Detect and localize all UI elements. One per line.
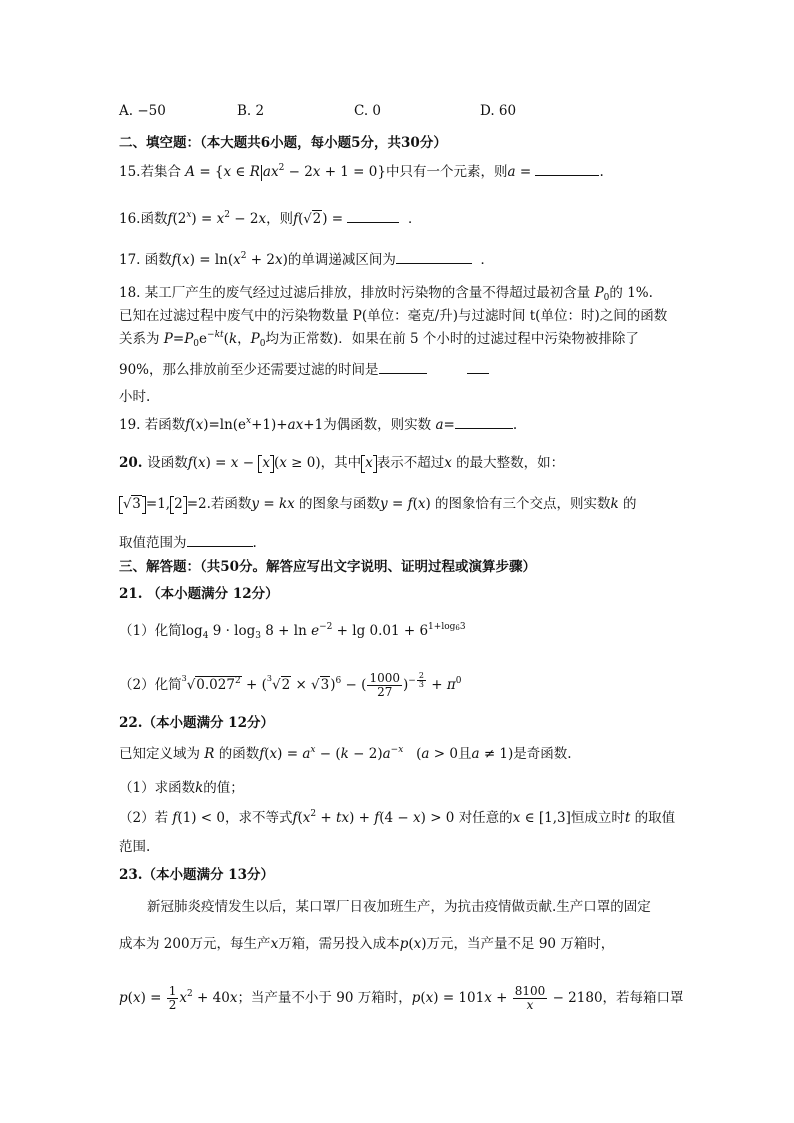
q20-number: 20. (119, 455, 143, 471)
q22-line1-mid: 的函数 (218, 746, 260, 762)
q17-blank[interactable] (396, 250, 472, 264)
q20-post3: 的最大整数，如： (456, 455, 565, 471)
q22-p1-end: 的值； (203, 780, 244, 796)
q22-p1-text: （1）求函数 (119, 780, 196, 796)
q18-number: 18. (119, 285, 141, 301)
question-20-line3 (119, 533, 257, 552)
q20-line2c: 的图象与函数 (299, 496, 381, 512)
q15-end: . (599, 164, 604, 180)
q22-p2-pre: （2）若 (119, 810, 169, 826)
section-fill-in-title: 二、填空题：（本大题共6小题，每小题5分，共30分） (119, 135, 447, 151)
question-23-line1: 新冠肺炎疫情发生以后，某口罩厂日夜加班生产，为抗击疫情做贡献.生产口罩的固定 (147, 899, 651, 915)
question-22-part2: （2）若 f(1) < 0，求不等式$f(x^2 + tx) + f(4 - x) > 0$ 对任意的x ∈ [1,3]恒成立时t 的取值 (119, 809, 676, 826)
question-21-part1: （1）化简$\log_4 9 \cdot \log_3 8 + \ln e^{-2} + \lg 0.01 + 6^{1+log_63}$ (119, 622, 466, 641)
q19-number: 19. (119, 417, 141, 433)
q20-post2: 表示不超过 (376, 455, 445, 471)
q20-blank[interactable] (187, 533, 253, 547)
q23-line3-post: ，若每箱口罩 (602, 990, 684, 1006)
q22-line1-pre: 已知定义域为 (119, 746, 200, 762)
q21-p1-label: （1）化简 (119, 623, 182, 639)
q16-number: 16. (119, 211, 141, 227)
q20-line2b: =2.若函数 (186, 496, 252, 512)
q18-line3-pre: 关系为 (119, 331, 160, 347)
question-23-line2: 成本为 200万元，每生产x万箱，需另投入成本p(x)万元，当产量不足 90 万箱时， (119, 936, 615, 952)
q16-pre: 函数 (140, 211, 168, 227)
question-23-line3: p(x) = $\frac{1}{2}$ $x^2 + 40x$；当产量不小于 90 万箱时，p(x) = 101x + $\frac{8100}{x}$ − 2180，若每箱口罩 (119, 984, 684, 1012)
question-22-line1: 已知定义域为 R 的函数$f(x) = a^x - (k - 2)a^{-x}$ (a > 0且a ≠ 1)是奇函数. (119, 745, 572, 762)
question-23-title: 23.（本小题满分 13分） (119, 867, 274, 883)
q16-mid: ，则 (266, 211, 294, 227)
q20-line2d: 的图象恰有三个交点，则实数 (435, 496, 611, 512)
q22-line1-post: 是奇函数. (513, 746, 572, 762)
question-21-part2: （2）化简$^3√0.027^2 + (^3√2 \times √3)^6$ − ( $\frac{1000}{27}$ )$^{- \frac{2}{3}}$ + $\pi^0$ (119, 671, 462, 699)
q15-number: 15. (119, 164, 141, 180)
option-d: D. 60 (480, 103, 517, 119)
q19-post: 为偶函数，则实数 (323, 417, 432, 433)
q19-end: . (512, 417, 518, 433)
question-19: 19. 若函数$f(x)=\ln(e^x+1)+ax+1$为偶函数，则实数 a= . (119, 416, 518, 433)
q16-blank[interactable] (347, 209, 399, 223)
question-18-line2: 已知在过滤过程中废气中的污染物数量 P(单位：毫克/升)与过滤时间 t(单位：时)之间的函数 (119, 308, 668, 324)
q23-line3-mid: ；当产量不小于 90 万箱时， (237, 990, 412, 1006)
question-20-line1: 20. 设函数f(x) = x − x (x ≥ 0)，其中 x 表示不超过x 的最大整数，如： (119, 455, 565, 471)
q21-p2-label: （2）化简 (119, 677, 182, 693)
question-21-title: 21. （本小题满分 12分） (119, 586, 279, 602)
q22-p2-post: 恒成立时 (570, 810, 625, 826)
q20-line2a: =1, (145, 496, 171, 512)
option-b: B. 2 (237, 103, 265, 119)
q15-set-formula: A = {x ∈ R $ax^2 - 2x + 1 = 0$} (185, 163, 386, 180)
question-15: 15.若集合 A = {x ∈ R $ax^2 - 2x + 1 = 0$}中只有一个元素，则a = . (119, 163, 604, 180)
q19-blank[interactable] (455, 415, 513, 429)
q20-line2e: 的 (623, 496, 637, 512)
q15-pre: 若集合 (140, 164, 181, 180)
q23-line2-mid: 万箱，需另投入成本 (278, 936, 400, 952)
question-22-title: 22.（本小题满分 12分） (119, 715, 274, 731)
q23-line2-post: 万元，当产量不足 90 万箱时， (426, 936, 615, 952)
q18-line1-text: 某工厂产生的废气经过过滤后排放，排放时污染物的含量不得超过最初含量 (144, 285, 591, 301)
q18-line1-end: 的 1%. (609, 285, 653, 301)
question-18-line1: 18. 某工厂产生的废气经过过滤后排放，排放时污染物的含量不得超过最初含量 $P_0$的 1%. (119, 285, 653, 303)
option-c: C. 0 (354, 103, 382, 119)
q22-p2-mid2: 对任意的 (458, 810, 513, 826)
question-18-line4 (119, 360, 489, 379)
q15-blank[interactable] (535, 162, 599, 176)
q17-pre: 函数 (144, 252, 172, 268)
question-20-line2: √3 =1, 2 =2.若函数y = kx 的图象与函数y = f(x) 的图象恰有三个交点，则实数k 的 (119, 495, 637, 514)
question-18-line5: 小时. (119, 389, 151, 405)
q18-line3-post: 均为正常数)．如果在前 5 个小时的过滤过程中污染物被排除了 (265, 331, 639, 347)
option-a: A. −50 (119, 103, 166, 119)
q22-p2-end: 的取值 (634, 810, 676, 826)
question-16: 16.函数$f(2^x) = x^2 - 2x$，则f(√2) = ． (119, 210, 422, 227)
q20-post: ，其中 (320, 455, 362, 471)
section-answer-title: 三、解答题：（共50分。解答应写出文字说明、证明过程或演算步骤） (119, 559, 537, 575)
q15-post: 中只有一个元素，则 (385, 164, 508, 180)
q16-end: ． (408, 211, 422, 227)
q18-blank-2[interactable] (467, 360, 489, 374)
q23-line2-pre: 成本为 200万元，每生产 (119, 936, 271, 952)
question-17: 17. 函数$f(x) = \ln(x^2 + 2x)$的单调递减区间为 ． (119, 251, 494, 268)
q17-post: 的单调递减区间为 (287, 252, 396, 268)
q17-number: 17. (119, 252, 141, 268)
q18-line4-text: 90%，那么排放前至少还需要过滤的时间是 (119, 362, 379, 378)
q20-pre: 设函数 (147, 455, 188, 471)
q19-pre: 若函数 (144, 417, 186, 433)
q20-end: . (252, 535, 257, 551)
question-18-line3: 关系为 $P=P_0e^{-kt}(k$，$P_0$均为正常数)．如果在前 5 个小时的过滤过程中污染物被排除了 (119, 330, 639, 349)
question-22-part1: （1）求函数k的值； (119, 780, 244, 796)
q22-p2-mid: ，求不等式 (225, 810, 293, 826)
question-22-line4: 范围. (119, 839, 151, 855)
q20-line3-text: 取值范围为 (119, 535, 187, 551)
q17-end: ． (480, 252, 494, 268)
q18-blank-1[interactable] (379, 360, 427, 374)
